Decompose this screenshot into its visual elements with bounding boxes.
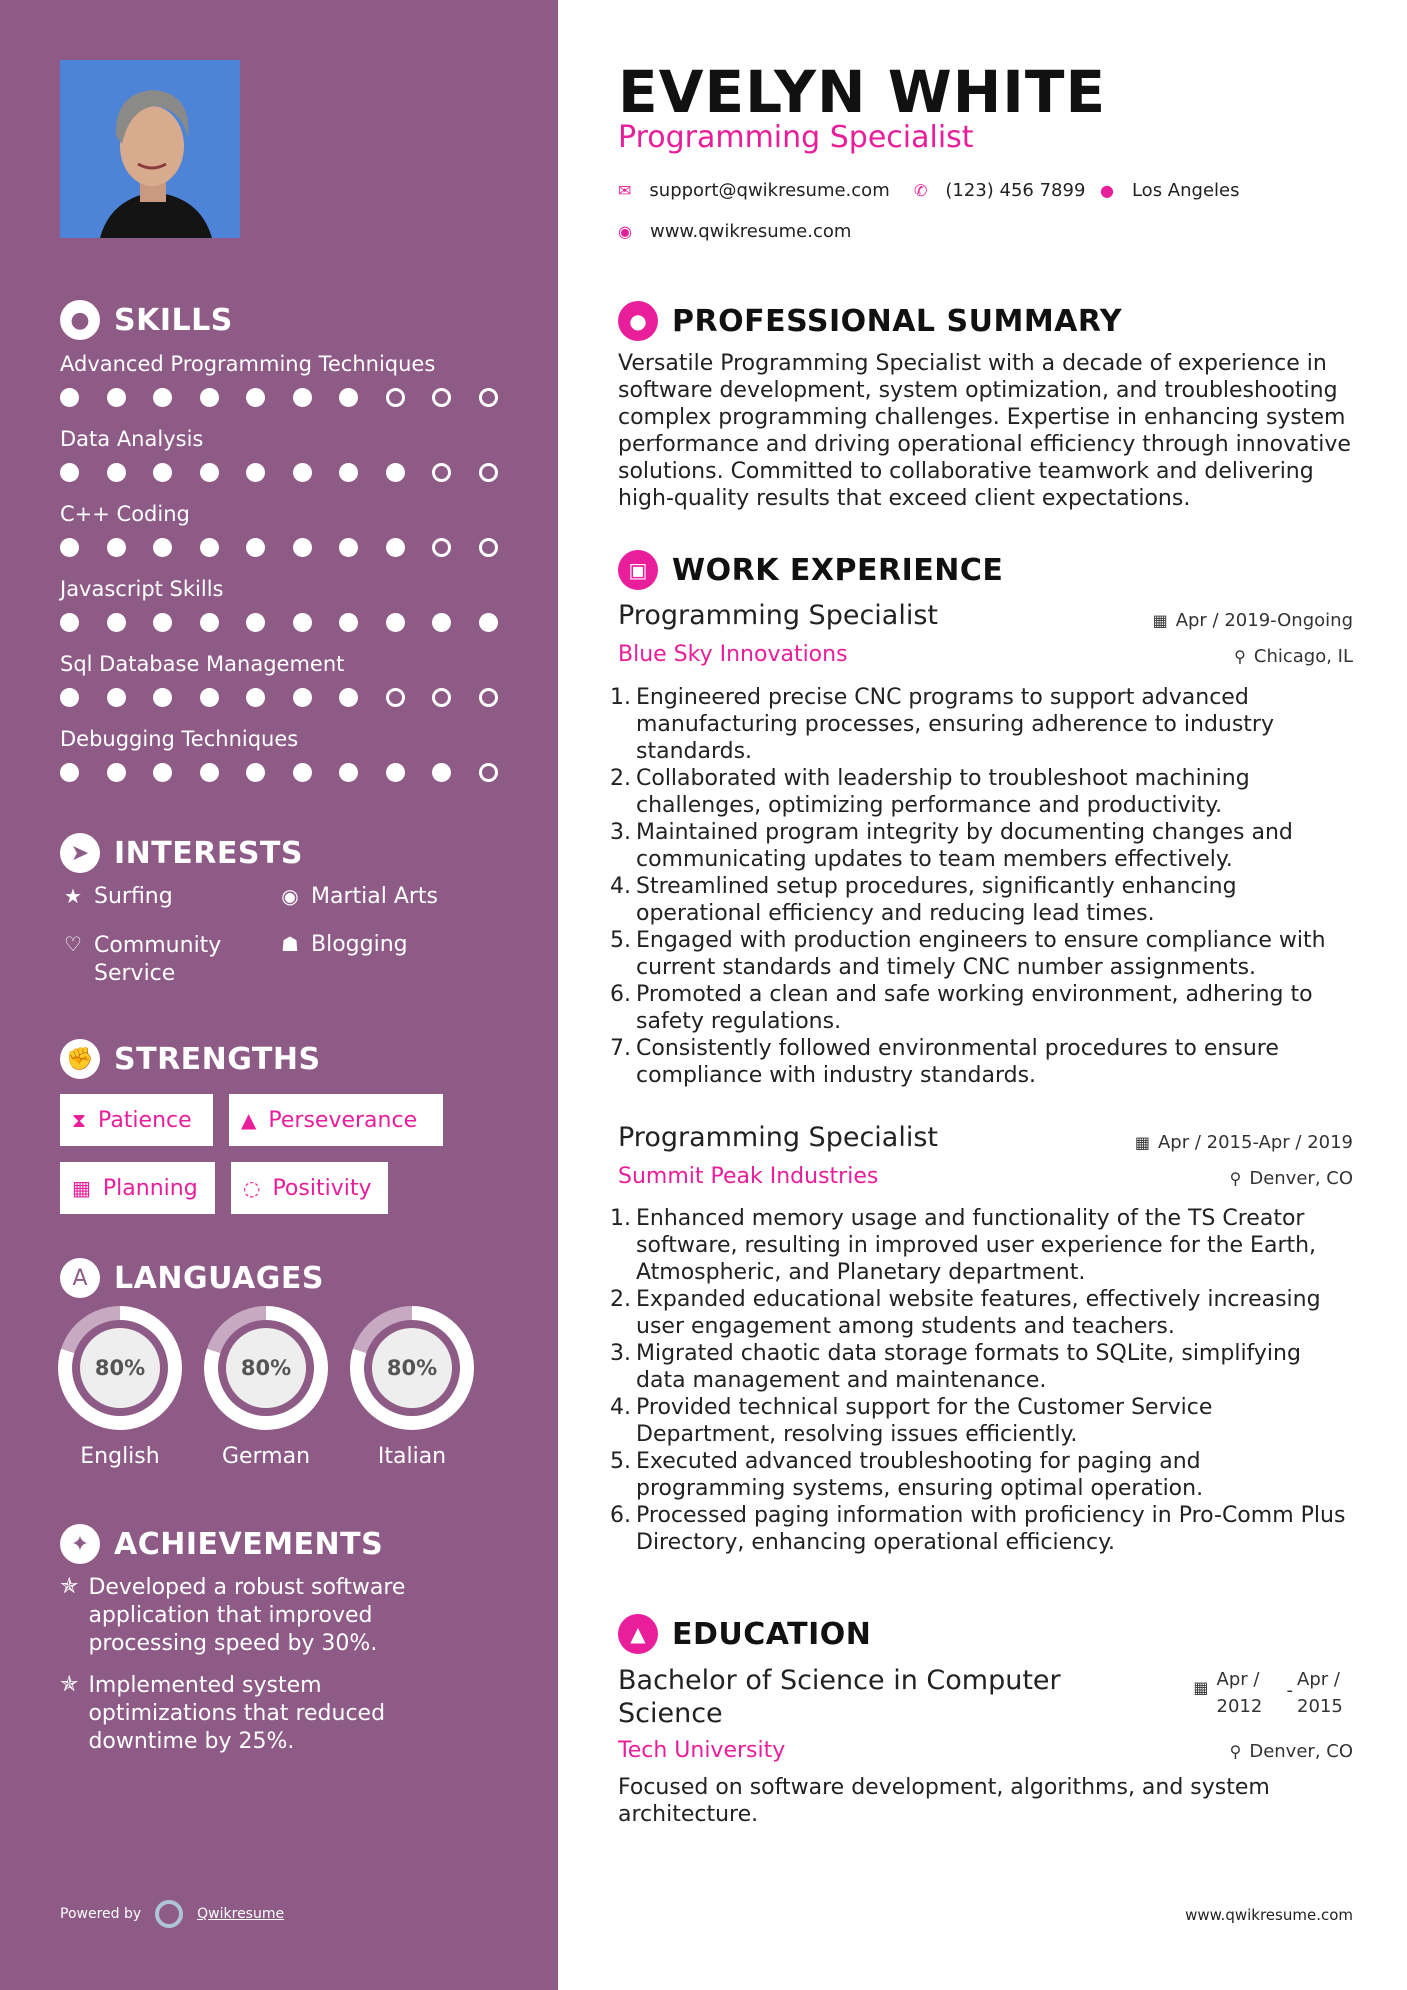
language-percent: 80% bbox=[80, 1328, 160, 1408]
strength-badge bbox=[60, 1094, 213, 1146]
job-bullet bbox=[610, 765, 1353, 819]
globe-icon: ◉ bbox=[618, 222, 632, 241]
trophy-star-icon: ✯ bbox=[60, 1672, 79, 1697]
rating-dot-empty bbox=[479, 388, 498, 407]
rating-dot-empty bbox=[479, 538, 498, 557]
lightbulb-icon: ● bbox=[60, 300, 100, 340]
skill-name: Debugging Techniques bbox=[60, 727, 299, 751]
language-percent: 80% bbox=[226, 1328, 306, 1408]
rating-dot-filled bbox=[339, 688, 358, 707]
summary-text: Versatile Programming Specialist with a decade of experience in software development, system optimization, and troubleshooting complex programming challenges. Expertise in enhancing system performance and driving operational efficiency through innovative solutions. Committed to collaborative teamwork and delivering high-quality results that exceed client expectations. bbox=[618, 351, 1351, 511]
contact-email[interactable] bbox=[618, 180, 890, 201]
skill-row bbox=[60, 352, 500, 407]
education-location bbox=[1230, 1741, 1353, 1762]
graduation-cap-icon: ▲ bbox=[618, 1614, 658, 1654]
experience-heading bbox=[618, 548, 1003, 592]
job-bullet bbox=[610, 1035, 1353, 1089]
skill-name: C++ Coding bbox=[60, 502, 190, 526]
rating-dot-filled bbox=[200, 688, 219, 707]
bullet-number: 7. bbox=[610, 1036, 631, 1061]
achievement-text: Developed a robust software application that improved processing speed by 30%. bbox=[88, 1575, 406, 1656]
rating-dot-filled bbox=[60, 463, 79, 482]
pin-icon: ⚲ bbox=[1229, 1742, 1242, 1761]
rating-dot-filled bbox=[293, 463, 312, 482]
rating-dot-filled bbox=[293, 538, 312, 557]
job-bullet bbox=[610, 1502, 1353, 1556]
contact-website[interactable] bbox=[618, 221, 851, 242]
skill-rating bbox=[60, 688, 500, 707]
strengths-title: STRENGTHS bbox=[114, 1041, 321, 1077]
rating-dot-filled bbox=[246, 463, 265, 482]
rating-dot-empty bbox=[479, 763, 498, 782]
rating-dot-filled bbox=[246, 688, 265, 707]
language-progress-ring bbox=[350, 1306, 474, 1430]
education-location-text: Denver, CO bbox=[1249, 1741, 1353, 1762]
phone-icon: ✆ bbox=[914, 181, 928, 200]
website-text: www.qwikresume.com bbox=[649, 221, 852, 242]
interest-item bbox=[60, 884, 173, 909]
rating-dot-filled bbox=[386, 538, 405, 557]
envelope-icon: ✉ bbox=[618, 181, 632, 200]
job-bullet bbox=[610, 1448, 1353, 1502]
strength-badge bbox=[229, 1094, 443, 1146]
education-description: Focused on software development, algorithms, and system architecture. bbox=[618, 1775, 1270, 1827]
skills-heading bbox=[60, 298, 233, 342]
star-badge-icon: ✦ bbox=[60, 1524, 100, 1564]
bullet-number: 1. bbox=[610, 1206, 631, 1231]
interest-label: Community Service bbox=[94, 933, 222, 986]
rating-dot-filled bbox=[107, 463, 126, 482]
bullet-number: 3. bbox=[610, 820, 631, 845]
language-icon: A bbox=[60, 1258, 100, 1298]
pin-icon: ⚲ bbox=[1234, 647, 1246, 666]
job-bullet bbox=[610, 927, 1353, 981]
languages-title: LANGUAGES bbox=[114, 1260, 324, 1296]
rating-dot-filled bbox=[200, 388, 219, 407]
main-content bbox=[610, 0, 1353, 1990]
rating-dot-filled bbox=[246, 538, 265, 557]
bullet-number: 3. bbox=[610, 1341, 631, 1366]
experience-title: WORK EXPERIENCE bbox=[672, 552, 1004, 588]
globe-icon: ◉ bbox=[281, 884, 299, 908]
qwikresume-logo-icon bbox=[155, 1900, 183, 1928]
skill-name: Data Analysis bbox=[60, 427, 204, 451]
rating-dot-filled bbox=[386, 463, 405, 482]
rating-dot-filled bbox=[153, 388, 172, 407]
rating-dot-filled bbox=[246, 388, 265, 407]
candidate-role: Programming Specialist bbox=[618, 120, 974, 155]
education-degree: Bachelor of Science in Computer Science bbox=[618, 1665, 1061, 1729]
job-location bbox=[1234, 646, 1353, 667]
job-company: Summit Peak Industries bbox=[618, 1164, 879, 1189]
interest-label: Martial Arts bbox=[311, 884, 439, 909]
location-text: Los Angeles bbox=[1131, 180, 1240, 201]
language-item bbox=[58, 1306, 182, 1469]
calendar-icon: ▦ bbox=[1152, 611, 1168, 630]
bullet-number: 6. bbox=[610, 1503, 631, 1528]
strength-label: Perseverance bbox=[268, 1107, 418, 1133]
job-bullet bbox=[610, 1340, 1353, 1394]
education-start: Apr / 2012 bbox=[1216, 1669, 1263, 1717]
rating-dot-filled bbox=[200, 613, 219, 632]
job-bullet bbox=[610, 1394, 1353, 1448]
rating-dot-filled bbox=[200, 463, 219, 482]
bullet-text: Maintained program integrity by documenting changes and communicating updates to team members effectively. bbox=[636, 820, 1293, 872]
skill-row bbox=[60, 727, 500, 782]
star-icon: ★ bbox=[64, 884, 82, 908]
language-name: German bbox=[221, 1444, 311, 1469]
education-school: Tech University bbox=[618, 1738, 786, 1763]
summary-heading bbox=[618, 299, 1122, 343]
job-title: Programming Specialist bbox=[618, 1122, 938, 1153]
bullet-number: 5. bbox=[610, 928, 631, 953]
bullet-text: Engaged with production engineers to ensure compliance with current standards and timely CNC number assignments. bbox=[636, 928, 1326, 980]
trophy-star-icon: ✯ bbox=[60, 1574, 79, 1599]
fist-icon: ✊ bbox=[60, 1039, 100, 1079]
rating-dot-empty bbox=[432, 688, 451, 707]
user-icon: ● bbox=[618, 301, 658, 341]
achievement-item bbox=[60, 1574, 460, 1658]
briefcase-icon: ▣ bbox=[618, 550, 658, 590]
strength-label: Positivity bbox=[272, 1175, 372, 1201]
job-dates-text: Apr / 2019-Ongoing bbox=[1175, 610, 1353, 631]
job-dates-text: Apr / 2015-Apr / 2019 bbox=[1157, 1132, 1353, 1153]
pin-icon: ⚲ bbox=[1229, 1169, 1242, 1188]
calendar-icon: ▦ bbox=[1193, 1678, 1209, 1697]
job-bullet bbox=[610, 873, 1353, 927]
map-pin-icon: ● bbox=[1100, 181, 1114, 200]
interest-item bbox=[277, 884, 438, 909]
job-bullets bbox=[610, 684, 1353, 1089]
rating-dot-filled bbox=[153, 463, 172, 482]
rating-dot-filled bbox=[107, 613, 126, 632]
interests-heading bbox=[60, 831, 303, 875]
rating-dot-empty bbox=[432, 538, 451, 557]
rating-dot-filled bbox=[107, 763, 126, 782]
rating-dot-filled bbox=[107, 538, 126, 557]
rating-dot-filled bbox=[432, 763, 451, 782]
rating-dot-empty bbox=[479, 688, 498, 707]
interest-label: Surfing bbox=[94, 884, 173, 909]
education-end: Apr / 2015 bbox=[1297, 1669, 1343, 1717]
education-heading bbox=[618, 1612, 871, 1656]
interest-item bbox=[60, 932, 260, 988]
rating-dot-filled bbox=[293, 613, 312, 632]
rating-dot-filled bbox=[153, 613, 172, 632]
bullet-text: Provided technical support for the Customer Service Department, resolving issues efficiently. bbox=[636, 1395, 1213, 1447]
contact-location bbox=[1100, 180, 1239, 201]
bullet-text: Consistently followed environmental procedures to ensure compliance with industry standards. bbox=[636, 1036, 1279, 1088]
rating-dot-filled bbox=[60, 763, 79, 782]
rating-dot-empty bbox=[432, 463, 451, 482]
skill-rating bbox=[60, 463, 500, 482]
job-dates bbox=[1135, 1132, 1353, 1153]
rating-dot-filled bbox=[200, 538, 219, 557]
job-bullet bbox=[610, 1205, 1353, 1286]
users-icon: ☗ bbox=[281, 932, 299, 956]
rating-dot-filled bbox=[60, 388, 79, 407]
strengths-heading bbox=[60, 1037, 321, 1081]
skill-row bbox=[60, 652, 500, 707]
rating-dot-filled bbox=[293, 688, 312, 707]
road-icon: ▲ bbox=[241, 1108, 257, 1132]
education-dates bbox=[1193, 1666, 1353, 1720]
achievements-heading bbox=[60, 1522, 383, 1566]
rating-dot-filled bbox=[386, 613, 405, 632]
skill-row bbox=[60, 427, 500, 482]
calendar-icon: ▦ bbox=[72, 1176, 91, 1200]
qwikresume-link[interactable]: Qwikresume bbox=[197, 1906, 285, 1922]
job-location-text: Denver, CO bbox=[1249, 1168, 1353, 1189]
interest-item bbox=[277, 932, 408, 957]
bullet-text: Enhanced memory usage and functionality of the TS Creator software, resulting in improved user experience for the Earth, Atmospheric, and Planetary department. bbox=[636, 1206, 1317, 1285]
bullet-number: 2. bbox=[610, 766, 631, 791]
rating-dot-filled bbox=[386, 763, 405, 782]
bullet-text: Processed paging information with proficiency in Pro-Comm Plus Directory, enhancing operational efficiency. bbox=[636, 1503, 1346, 1555]
skills-title: SKILLS bbox=[114, 302, 233, 338]
rating-dot-filled bbox=[339, 613, 358, 632]
rating-dot-empty bbox=[386, 688, 405, 707]
job-dates bbox=[1153, 610, 1353, 631]
skill-name: Javascript Skills bbox=[60, 577, 224, 601]
job-location-text: Chicago, IL bbox=[1253, 646, 1353, 667]
calendar-icon: ▦ bbox=[1134, 1133, 1150, 1152]
strength-badge bbox=[60, 1162, 215, 1214]
bullet-text: Expanded educational website features, effectively increasing user engagement among students and teachers. bbox=[636, 1287, 1321, 1339]
profile-photo bbox=[60, 60, 240, 238]
rating-dot-filled bbox=[246, 613, 265, 632]
job-location bbox=[1230, 1168, 1353, 1189]
bullet-number: 4. bbox=[610, 1395, 631, 1420]
language-item bbox=[350, 1306, 474, 1469]
language-progress-ring bbox=[58, 1306, 182, 1430]
achievement-item bbox=[60, 1672, 460, 1756]
paper-plane-icon: ➤ bbox=[60, 833, 100, 873]
footer-url[interactable]: www.qwikresume.com bbox=[1185, 1906, 1353, 1924]
bullet-number: 5. bbox=[610, 1449, 631, 1474]
job-title: Programming Specialist bbox=[618, 600, 938, 631]
language-progress-ring bbox=[204, 1306, 328, 1430]
rating-dot-filled bbox=[246, 763, 265, 782]
bullet-number: 6. bbox=[610, 982, 631, 1007]
interests-title: INTERESTS bbox=[114, 835, 303, 871]
rating-dot-filled bbox=[339, 388, 358, 407]
job-bullet bbox=[610, 684, 1353, 765]
skill-row bbox=[60, 502, 500, 557]
summary-title: PROFESSIONAL SUMMARY bbox=[672, 303, 1123, 339]
sidebar bbox=[0, 0, 558, 1990]
bullet-text: Executed advanced troubleshooting for paging and programming systems, ensuring optimal operation. bbox=[636, 1449, 1204, 1501]
rating-dot-filled bbox=[60, 538, 79, 557]
strength-badge bbox=[231, 1162, 388, 1214]
education-separator: - bbox=[1286, 1680, 1293, 1701]
achievements-title: ACHIEVEMENTS bbox=[114, 1526, 384, 1562]
job-company: Blue Sky Innovations bbox=[618, 642, 848, 667]
interest-label: Blogging bbox=[311, 932, 408, 957]
hourglass-icon: ⧗ bbox=[72, 1108, 87, 1132]
bullet-text: Promoted a clean and safe working environment, adhering to safety regulations. bbox=[636, 982, 1313, 1034]
rating-dot-empty bbox=[432, 388, 451, 407]
rating-dot-filled bbox=[107, 388, 126, 407]
rating-dot-filled bbox=[293, 763, 312, 782]
skill-rating bbox=[60, 613, 500, 632]
skill-rating bbox=[60, 538, 500, 557]
powered-by-label: Powered by bbox=[60, 1906, 142, 1922]
rating-dot-filled bbox=[153, 538, 172, 557]
portrait-image bbox=[60, 60, 240, 238]
language-name: Italian bbox=[377, 1444, 447, 1469]
languages-heading bbox=[60, 1256, 324, 1300]
candidate-name: EVELYN WHITE bbox=[618, 58, 1107, 126]
rating-dot-empty bbox=[479, 463, 498, 482]
phone-text: (123) 456 7899 bbox=[945, 180, 1086, 201]
contact-phone[interactable] bbox=[914, 180, 1085, 201]
bullet-number: 4. bbox=[610, 874, 631, 899]
rating-dot-filled bbox=[60, 613, 79, 632]
job-bullet bbox=[610, 981, 1353, 1035]
rating-dot-filled bbox=[293, 388, 312, 407]
language-percent: 80% bbox=[372, 1328, 452, 1408]
language-name: English bbox=[80, 1444, 160, 1469]
rating-dot-filled bbox=[339, 463, 358, 482]
bullet-number: 2. bbox=[610, 1287, 631, 1312]
rating-dot-filled bbox=[153, 688, 172, 707]
skill-rating bbox=[60, 763, 500, 782]
rating-dot-filled bbox=[107, 688, 126, 707]
rating-dot-filled bbox=[200, 763, 219, 782]
bullet-text: Collaborated with leadership to troubleshoot machining challenges, optimizing performance and productivity. bbox=[636, 766, 1250, 818]
rating-dot-filled bbox=[432, 613, 451, 632]
bullet-text: Migrated chaotic data storage formats to SQLite, simplifying data management and maintenance. bbox=[636, 1341, 1301, 1393]
achievement-text: Implemented system optimizations that reduced downtime by 25%. bbox=[88, 1673, 386, 1754]
job-bullet bbox=[610, 1286, 1353, 1340]
language-item bbox=[204, 1306, 328, 1469]
skill-name: Sql Database Management bbox=[60, 652, 345, 676]
education-title: EDUCATION bbox=[672, 1616, 872, 1652]
strength-label: Planning bbox=[102, 1175, 198, 1201]
email-text: support@qwikresume.com bbox=[649, 180, 890, 201]
rating-dot-filled bbox=[479, 613, 498, 632]
skill-rating bbox=[60, 388, 500, 407]
skill-name: Advanced Programming Techniques bbox=[60, 352, 436, 376]
hand-icon: ♡ bbox=[64, 932, 82, 956]
skill-row bbox=[60, 577, 500, 632]
bullet-number: 1. bbox=[610, 685, 631, 710]
rating-dot-empty bbox=[386, 388, 405, 407]
rating-dot-filled bbox=[339, 538, 358, 557]
bullet-text: Streamlined setup procedures, significantly enhancing operational efficiency and reducing lead times. bbox=[636, 874, 1237, 926]
rating-dot-filled bbox=[60, 688, 79, 707]
rating-dot-filled bbox=[153, 763, 172, 782]
bullet-text: Engineered precise CNC programs to support advanced manufacturing processes, ensuring adherence to industry standards. bbox=[636, 685, 1274, 764]
rating-dot-filled bbox=[339, 763, 358, 782]
strength-label: Patience bbox=[98, 1107, 192, 1133]
powered-by bbox=[60, 1900, 284, 1928]
circle-notch-icon: ◌ bbox=[243, 1176, 261, 1200]
job-bullet bbox=[610, 819, 1353, 873]
job-bullets bbox=[610, 1205, 1353, 1556]
